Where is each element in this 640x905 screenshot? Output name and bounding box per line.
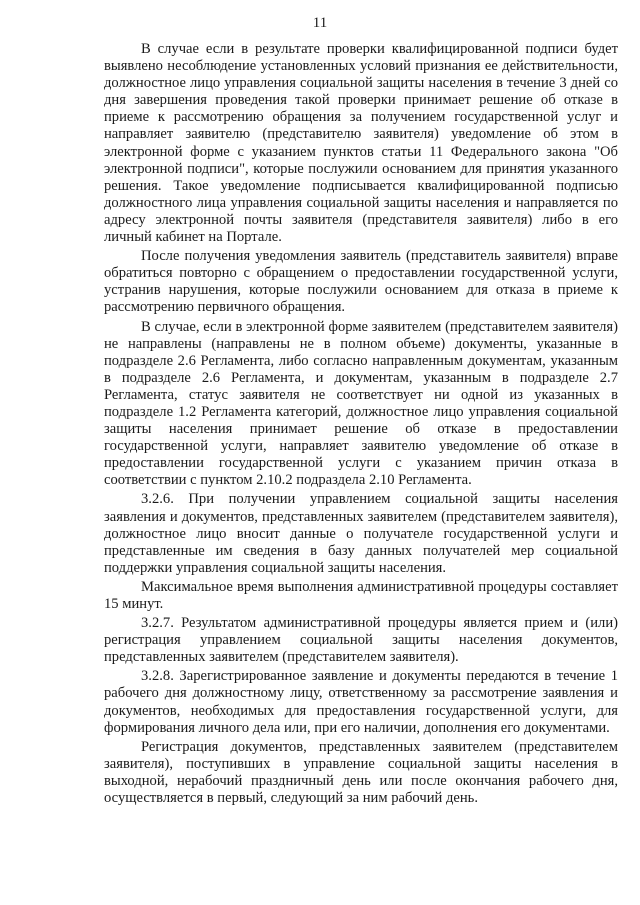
paragraph-3-2-8: 3.2.8. Зарегистрированное заявление и документы передаются в течение 1 рабочего дня должностному лицу, ответственному за рассмотрение заявления и документов, необходимых для предоставления государственной услуги, для формирования личного дела или, при его наличии, дополнения его документами. [104, 668, 618, 736]
paragraph-3-2-7: 3.2.7. Результатом административной процедуры является прием и (или) регистрация управлением социальной защиты населения документов, представленных заявителем (представителем заявителя). [104, 615, 618, 666]
paragraph-max-time: Максимальное время выполнения административной процедуры составляет 15 минут. [104, 578, 618, 612]
paragraph-missing-documents: В случае, если в электронной форме заявителем (представителем заявителя) не направлены (направлены не в полном объеме) документы, указанные в подразделе 2.6 Регламента, либо согласно направленным документам, указанным в подразделе 2.6 Регламента, и документам, указанным в подразделе 2.7 Регламента, статус заявителя не соответствует ни одной из указанных в подразделе 1.2 Регламента категорий, должностное лицо управления социальной защиты населения принимает решение об отказе в предоставлении государственной услуги, направляет заявителю уведомление об отказе в предоставлении государственной услуги с указанием причин отказа в соответствии с пунктом 2.10.2 подраздела 2.10 Регламента. [104, 318, 618, 489]
document-body [104, 41, 618, 809]
paragraph-qualified-signature-check: В случае если в результате проверки квалифицированной подписи будет выявлено несоблюдение установленных условий признания ее действительности, должностное лицо управления социальной защиты населения в течение 3 дней со дня завершения проведения такой проверки принимает решение об отказе в приеме к рассмотрению обращения за получением государственной услуг и направляет заявителю (представителю заявителя) уведомление об этом в электронной форме с указанием пунктов статьи 11 Федерального закона "Об электронной подписи", которые послужили основанием для принятия указанного решения. Такое уведомление подписывается квалифицированной подписью должностного лица управления социальной защиты населения и направляется по адресу электронной почты заявителя (представителя заявителя) либо в его личный кабинет на Портале. [104, 41, 618, 246]
paragraph-3-2-6: 3.2.6. При получении управлением социальной защиты населения заявления и документов, представленных заявителем (представителем заявителя), должностное лицо вносит данные о получателе государственной услуги и представленные им сведения в базу данных получателей мер социальной поддержки управления социальной защиты населения. [104, 491, 618, 576]
page-number: 11 [312, 15, 328, 31]
paragraph-registration-weekend: Регистрация документов, представленных заявителем (представителем заявителя), поступивших в управление социальной защиты населения в выходной, нерабочий праздничный день или после окончания рабочего дня, осуществляется в первый, следующий за ним рабочий день. [104, 738, 618, 807]
paragraph-repeat-application: После получения уведомления заявитель (представитель заявителя) вправе обратиться повторно с обращением о предоставлении государственной услуги, устранив нарушения, которые послужили основанием для отказа в приеме к рассмотрению первичного обращения. [104, 248, 618, 316]
